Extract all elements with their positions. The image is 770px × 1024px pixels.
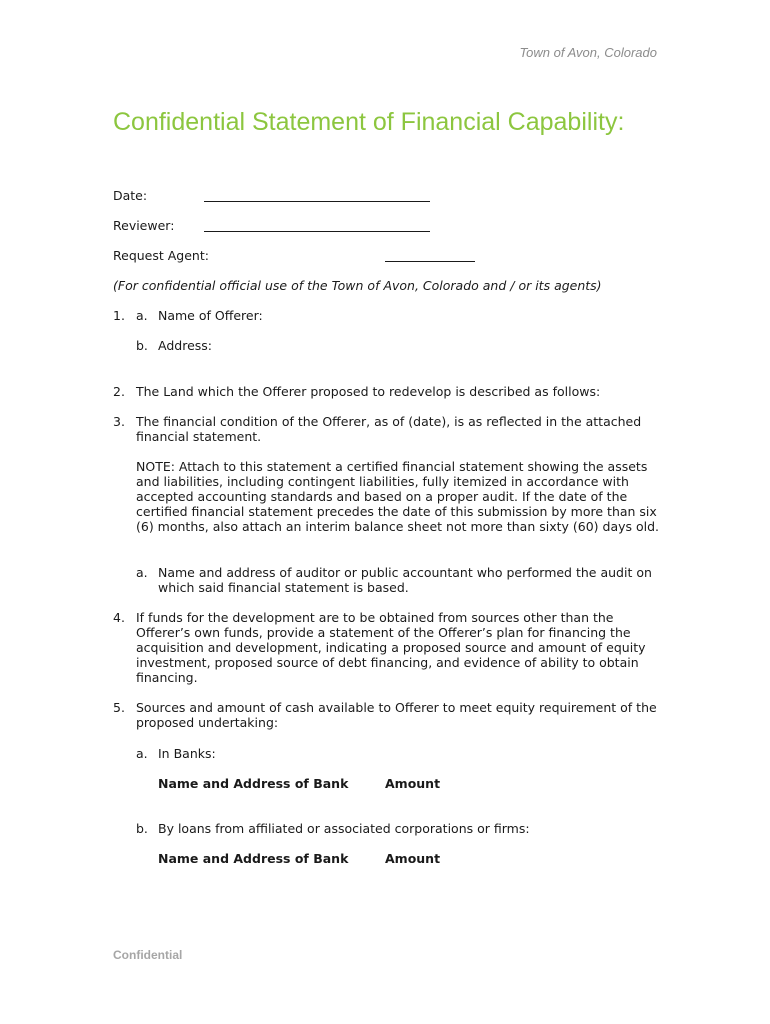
- reviewer-label: Reviewer:: [113, 218, 175, 233]
- date-field-line[interactable]: [204, 201, 430, 202]
- item-5b-marker: b.: [136, 821, 148, 836]
- item-3a-text: Name and address of auditor or public accountant who performed the audit on which said financial statement is based.: [158, 565, 652, 595]
- item-1a-marker: a.: [136, 308, 148, 323]
- item-5a-text: In Banks:: [158, 746, 216, 761]
- item-2-text: The Land which the Offerer proposed to redevelop is described as follows:: [136, 384, 601, 399]
- item-4-text: If funds for the development are to be obtained from sources other than the Offerer’s own funds, provide a statement of the Offerer’s plan for financing the acquisition and development, indicating a proposed source and amount of equity investment, proposed source of debt financing, and evidence of ability to obtain financing.: [136, 610, 646, 685]
- item-1-number: 1.: [113, 308, 125, 323]
- item-5a-col-amount-header: Amount: [385, 776, 441, 791]
- item-5b-text: By loans from affiliated or associated corporations or firms:: [158, 821, 530, 836]
- official-use-note: (For confidential official use of the Town of Avon, Colorado and / or its agents): [113, 278, 602, 293]
- item-5b-col-amount-header: Amount: [385, 851, 441, 866]
- item-1b-marker: b.: [136, 338, 148, 353]
- item-4-number: 4.: [113, 610, 125, 625]
- date-label: Date:: [113, 188, 148, 203]
- item-5a-col-bank-header: Name and Address of Bank: [158, 776, 349, 791]
- item-1a-text: Name of Offerer:: [158, 308, 263, 323]
- item-3-note: NOTE: Attach to this statement a certified financial statement showing the assets and liabilities, including contingent liabilities, fully itemized in accordance with accepted accounting standards and based on a proper audit. If the date of the certified financial statement precedes the date of this submission by more than six (6) months, also attach an interim balance sheet not more than sixty (60) days old.: [136, 459, 660, 534]
- page-header: Town of Avon, Colorado: [519, 45, 657, 60]
- item-3a-marker: a.: [136, 565, 148, 580]
- item-2-number: 2.: [113, 384, 125, 399]
- request-agent-label: Request Agent:: [113, 248, 209, 263]
- item-5a-marker: a.: [136, 746, 148, 761]
- page-footer: Confidential: [113, 948, 183, 962]
- request-agent-field-line[interactable]: [385, 261, 475, 262]
- item-5-text: Sources and amount of cash available to Offerer to meet equity requirement of the proposed undertaking:: [136, 700, 657, 730]
- item-5-number: 5.: [113, 700, 125, 715]
- reviewer-field-line[interactable]: [204, 231, 430, 232]
- item-3-number: 3.: [113, 414, 125, 429]
- page-title: Confidential Statement of Financial Capability:: [113, 108, 625, 136]
- item-3-text: The financial condition of the Offerer, as of (date), is as reflected in the attached financial statement.: [136, 414, 642, 444]
- item-1b-text: Address:: [158, 338, 212, 353]
- item-5b-col-bank-header: Name and Address of Bank: [158, 851, 349, 866]
